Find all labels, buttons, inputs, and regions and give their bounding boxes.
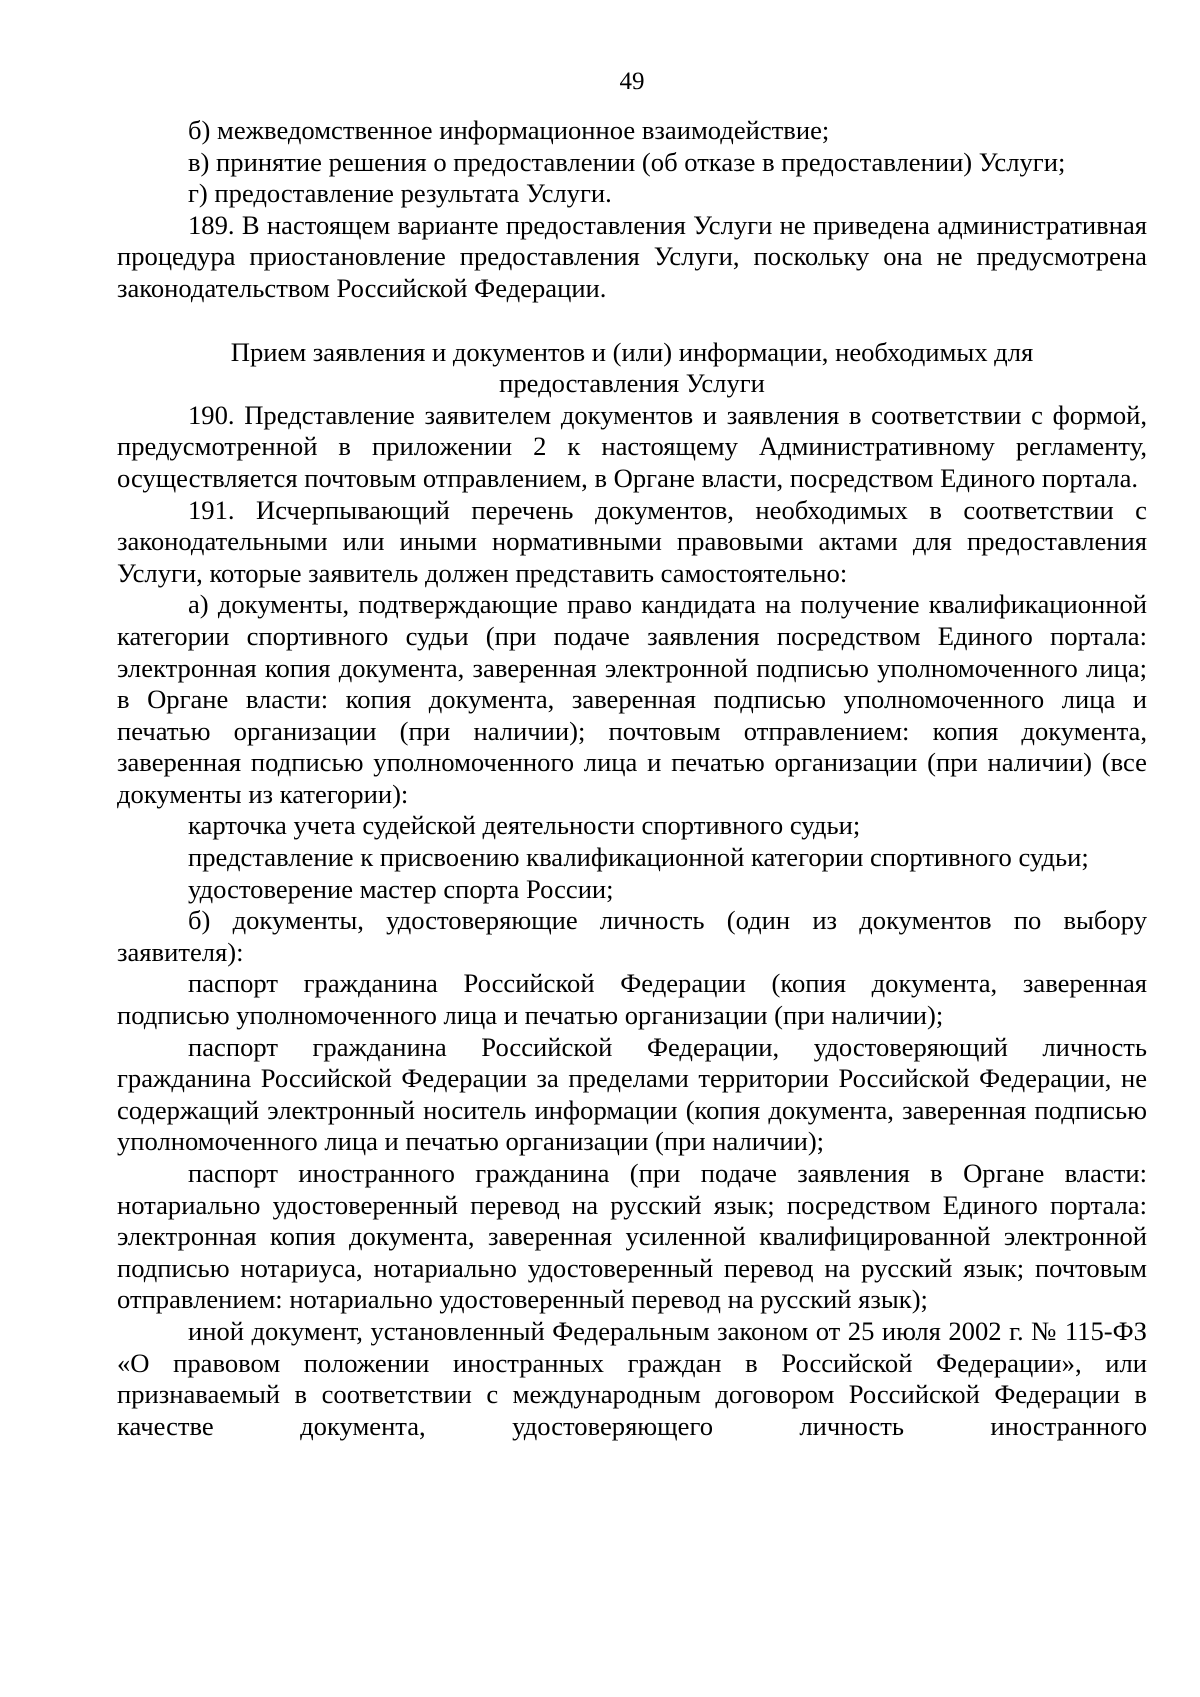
list-subitem-card: карточка учета судейской деятельности спортивного судьи; bbox=[188, 810, 861, 841]
list-item-a: а) документы, подтверждающие право кандидата на получение квалификационной категории спортивного судьи (при подаче заявления посредством Единого портала: электронная копия документа, заверенная электронной подписью уполномоченного лица; в Органе власти: копия документа, заверенная подписью уполномоченного лица и печатью организации (при наличии); почтовым отправлением: копия документа, заверенная подписью уполномоченного лица и печатью организации (при наличии) (все документы из категории): bbox=[117, 589, 1147, 809]
list-item-b: б) межведомственное информационное взаимодействие; bbox=[188, 115, 830, 145]
page-number: 49 bbox=[619, 68, 645, 95]
list-subitem-foreign-passport-rf: паспорт гражданина Российской Федерации, удостоверяющий личность гражданина Российской Федерации за пределами территории Российской Федерации, не содержащий электронный носитель информации (копия документа, заверенная подписью уполномоченного лица и печатью организации (при наличии); bbox=[117, 1031, 1147, 1157]
paragraph-190: 190. Представление заявителем документов и заявления в соответствии с формой, предусмотренной в приложении 2 к настоящему Административному регламенту, осуществляется почтовым отправлением, в Органе власти, посредством Единого портала. bbox=[117, 399, 1147, 493]
paragraph-189: 189. В настоящем варианте предоставления Услуги не приведена административная процедура приостановление предоставления Услуги, поскольку она не предусмотрена законодательством Российской Федерации. bbox=[117, 209, 1147, 303]
list-subitem-other-document: иной документ, установленный Федеральным законом от 25 июля 2002 г. № 115-ФЗ «О правовом положении иностранных граждан в Российской Федерации», или признаваемый в соответствии с международным договором Российской Федерации в качестве документа, удостоверяющего личность иностранного bbox=[117, 1315, 1147, 1441]
list-subitem-passport-rf: паспорт гражданина Российской Федерации (копия документа, заверенная подписью уполномоченного лица и печатью организации (при наличии); bbox=[117, 968, 1147, 1031]
list-subitem-foreign-citizen-passport: паспорт иностранного гражданина (при подаче заявления в Органе власти: нотариально удостоверенный перевод на русский язык; посредством Единого портала: электронная копия документа, заверенная усиленной квалифицированной электронной подписью нотариуса, нотариально удостоверенный перевод на русский язык; почтовым отправлением: нотариально удостоверенный перевод на русский язык); bbox=[117, 1158, 1147, 1315]
section-heading: Прием заявления и документов и (или) информации, необходимых для предоставления Услуги bbox=[230, 336, 1034, 399]
list-item-v: в) принятие решения о предоставлении (об отказе в предоставлении) Услуги; bbox=[188, 146, 1066, 177]
list-subitem-nomination: представление к присвоению квалификационной категории спортивного судьи; bbox=[188, 842, 1089, 873]
document-page bbox=[117, 68, 1147, 1442]
list-item-g: г) предоставление результата Услуги. bbox=[188, 178, 612, 209]
paragraph-191: 191. Исчерпывающий перечень документов, необходимых в соответствии с законодательными или иными нормативными правовыми актами для предоставления Услуги, которые заявитель должен представить самостоятельно: bbox=[117, 494, 1147, 588]
list-subitem-certificate: удостоверение мастер спорта России; bbox=[188, 873, 614, 904]
list-item-b-identity: б) документы, удостоверяющие личность (один из документов по выбору заявителя): bbox=[117, 905, 1147, 967]
